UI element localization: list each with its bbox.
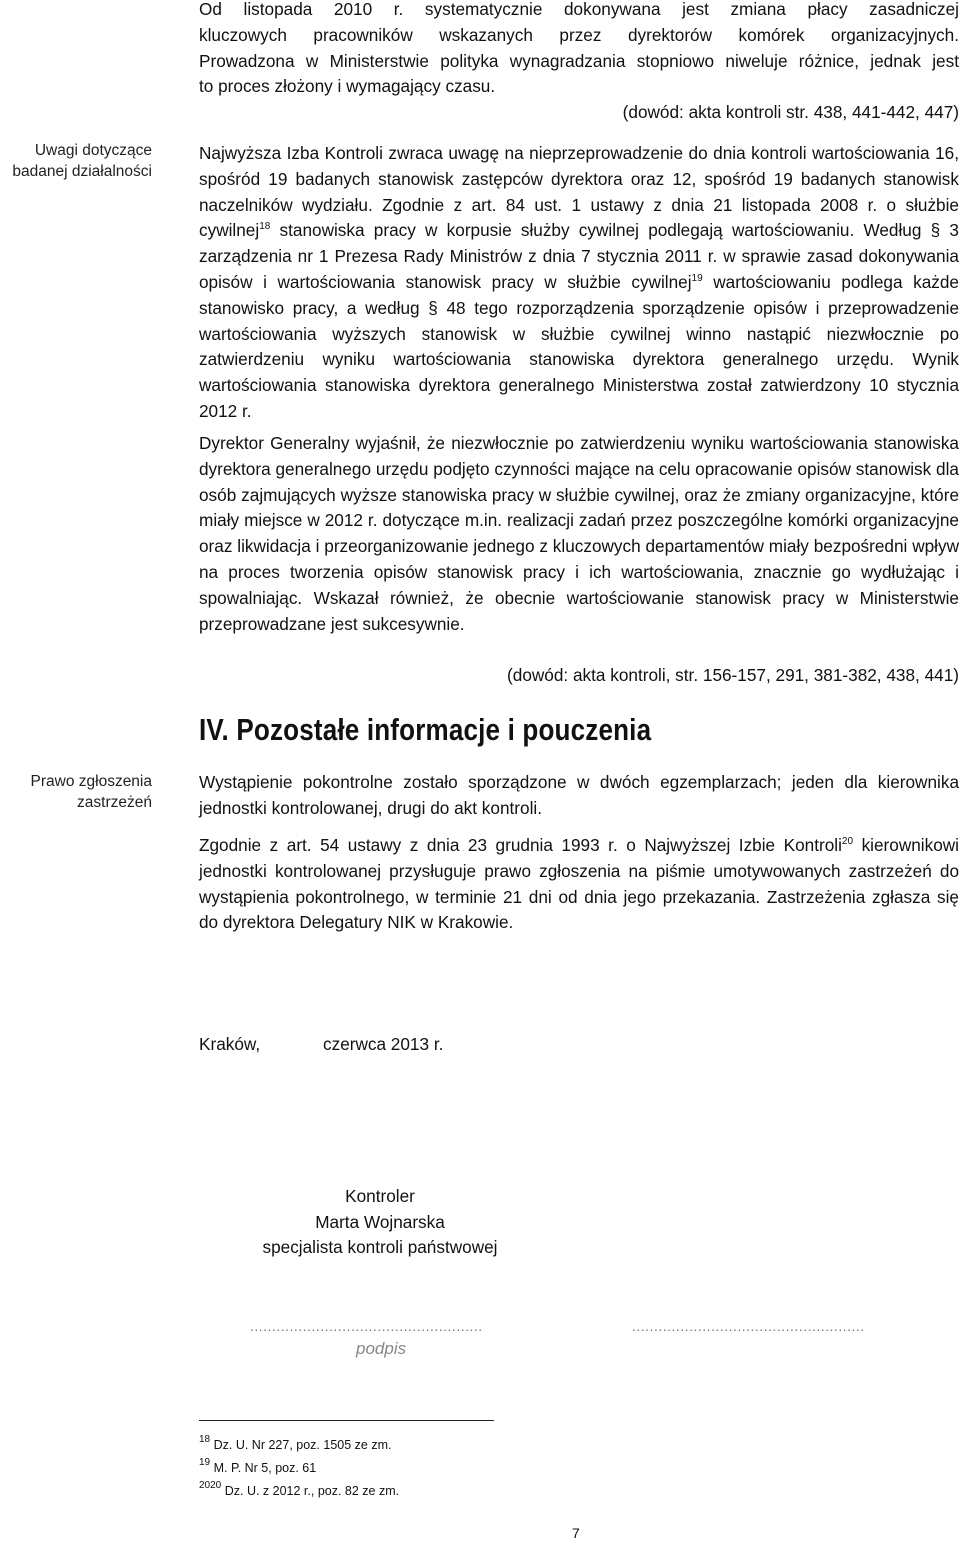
sidebar-remarks-label xyxy=(0,140,152,182)
signature-name: Marta Wojnarska xyxy=(315,1211,445,1232)
remarks-paragraph-1 xyxy=(199,141,959,425)
place: Kraków, xyxy=(199,1034,261,1054)
footnote-num: 2020 xyxy=(199,1480,222,1491)
top-evidence: (dowód: akta kontroli str. 438, 441-442, 447) xyxy=(622,102,959,123)
footnote-num: 18 xyxy=(199,1434,211,1445)
signature-dots-right: ..................................................... xyxy=(632,1318,865,1334)
signature-role: Kontroler xyxy=(345,1186,415,1206)
signature-block xyxy=(250,1184,510,1261)
top-line-2: kluczowych pracowników wskazanych przez dyrektorów komórek organizacyjnych. xyxy=(199,24,959,45)
signature-label: podpis xyxy=(356,1339,407,1358)
date: czerwca 2013 r. xyxy=(323,1034,444,1054)
footnote-18 xyxy=(199,1434,399,1457)
page-number: 7 xyxy=(572,1525,580,1541)
signature-dots-left: ..................................................... xyxy=(250,1318,483,1334)
footnote-ref-18: 18 xyxy=(259,221,271,233)
footnote-ref-20: 20 xyxy=(841,836,854,847)
section-paragraph-1 xyxy=(199,770,959,822)
sidebar-rights-line2: zastrzeżeń xyxy=(77,794,152,811)
section-paragraph-2 xyxy=(199,833,959,936)
footnote-text: M. P. Nr 5, poz. 61 xyxy=(213,1461,317,1475)
remarks-evidence: (dowód: akta kontroli, str. 156-157, 291, 381-382, 438, 441) xyxy=(507,665,959,685)
section-p1-text: Wystąpienie pokontrolne zostało sporządzone w dwóch egzemplarzach; jeden dla kierownika jednostki kontrolowanej, drugi do akt kontroli. xyxy=(199,772,959,818)
footnote-text: Dz. U. z 2012 r., poz. 82 ze zm. xyxy=(224,1484,400,1498)
sidebar-remarks-line2: badanej działalności xyxy=(12,163,152,180)
top-line-4: to proces złożony i wymagający czasu. xyxy=(199,76,496,97)
section-p2-part-b: kierownikowi jednostki kontrolowanej przysługuje prawo zgłoszenia na piśmie umotywowanych zastrzeżeń do wystąpienia pokontrolnego, w terminie 21 dni od dnia jego przekazania. Zastrzeżenia zgłasza się do dyrektora Delegatury NIK w Krakowie. xyxy=(199,835,959,933)
footnote-num: 19 xyxy=(199,1457,211,1468)
sidebar-rights-line1: Prawo zgłoszenia xyxy=(30,773,152,790)
signature-title: specjalista kontroli państwowej xyxy=(262,1237,498,1257)
footnote-19 xyxy=(199,1457,399,1480)
section-heading: IV. Pozostałe informacje i pouczenia xyxy=(199,712,652,747)
footnote-rule xyxy=(199,1420,494,1421)
remarks-p1-part-c: wartościowaniu podlega każde stanowisko pracy, a według § 48 tego rozporządzenia sporządzenie opisów i przeprowadzenie wartościowania wyższych stanowisk w służbie cywilnej winno nastąpić niezwłocznie po zatwierdzeniu wyniku wartościowania stanowiska dyrektora generalnego urzędu. Wynik wartościowania stanowiska dyrektora generalnego Ministerstwa został zatwierdzony 10 stycznia 2012 r. xyxy=(199,271,959,421)
remarks-p1-part-a: Najwyższa Izba Kontroli zwraca uwagę na nieprzeprowadzenie do dnia kontroli wartościowania 16, spośród 19 badanych stanowisk zastępców dyrektora oraz 12, spośród 19 badanych stanowisk naczelników wydziału. Zgodnie z art. 84 ust. 1 ustawy z dnia 21 listopada 2008 r. o służbie cywilnej xyxy=(199,143,959,241)
section-p2-part-a: Zgodnie z art. 54 ustawy z dnia 23 grudnia 1993 r. o Najwyższej Izbie Kontroli xyxy=(199,835,842,855)
sidebar-rights-label xyxy=(0,771,152,813)
top-line-3: Prowadzona w Ministerstwie polityka wynagradzania stopniowo niweluje różnice, jednak jest xyxy=(199,50,959,71)
footnotes xyxy=(199,1434,399,1503)
remarks-paragraph-2 xyxy=(199,431,959,637)
sidebar-remarks-line1: Uwagi dotyczące xyxy=(34,142,152,159)
remarks-p1-part-b: stanowiska pracy w korpusie służby cywilnej podlegają wartościowaniu. Według § 3 zarządzenia nr 1 Prezesa Rady Ministrów z dnia 7 stycznia 2011 r. w sprawie zasad dokonywania opisów i wartościowania stanowisk pracy w służbie cywilnej xyxy=(199,220,959,292)
footnote-text: Dz. U. Nr 227, poz. 1505 ze zm. xyxy=(213,1438,392,1452)
top-paragraph xyxy=(199,0,959,126)
footnote-20 xyxy=(199,1480,399,1503)
footnote-ref-19: 19 xyxy=(691,272,703,284)
top-line-1: Od listopada 2010 r. systematycznie dokonywana jest zmiana płacy zasadniczej xyxy=(199,0,959,19)
remarks-p2-text: Dyrektor Generalny wyjaśnił, że niezwłocznie po zatwierdzeniu wyniku wartościowania stanowiska dyrektora generalnego urzędu podjęto czynności mające na celu opracowanie opisów stanowisk dla osób zajmujących wyższe stanowiska pracy w służbie cywilnej, oraz że zmiany organizacyjne, które miały miejsce w 2012 r. dotyczące m.in. realizacji zadań przez poszczególne komórki organizacyjne oraz likwidacja i przeorganizowanie jednego z kluczowych departamentów miały bezpośredni wpływ na proces tworzenia opisów stanowisk pracy i ich wartościowania, znacznie go wydłużając i spowalniając. Wskazał również, że obecnie wartościowanie stanowisk pracy w Ministerstwie przeprowadzane jest sukcesywnie. xyxy=(199,433,959,634)
